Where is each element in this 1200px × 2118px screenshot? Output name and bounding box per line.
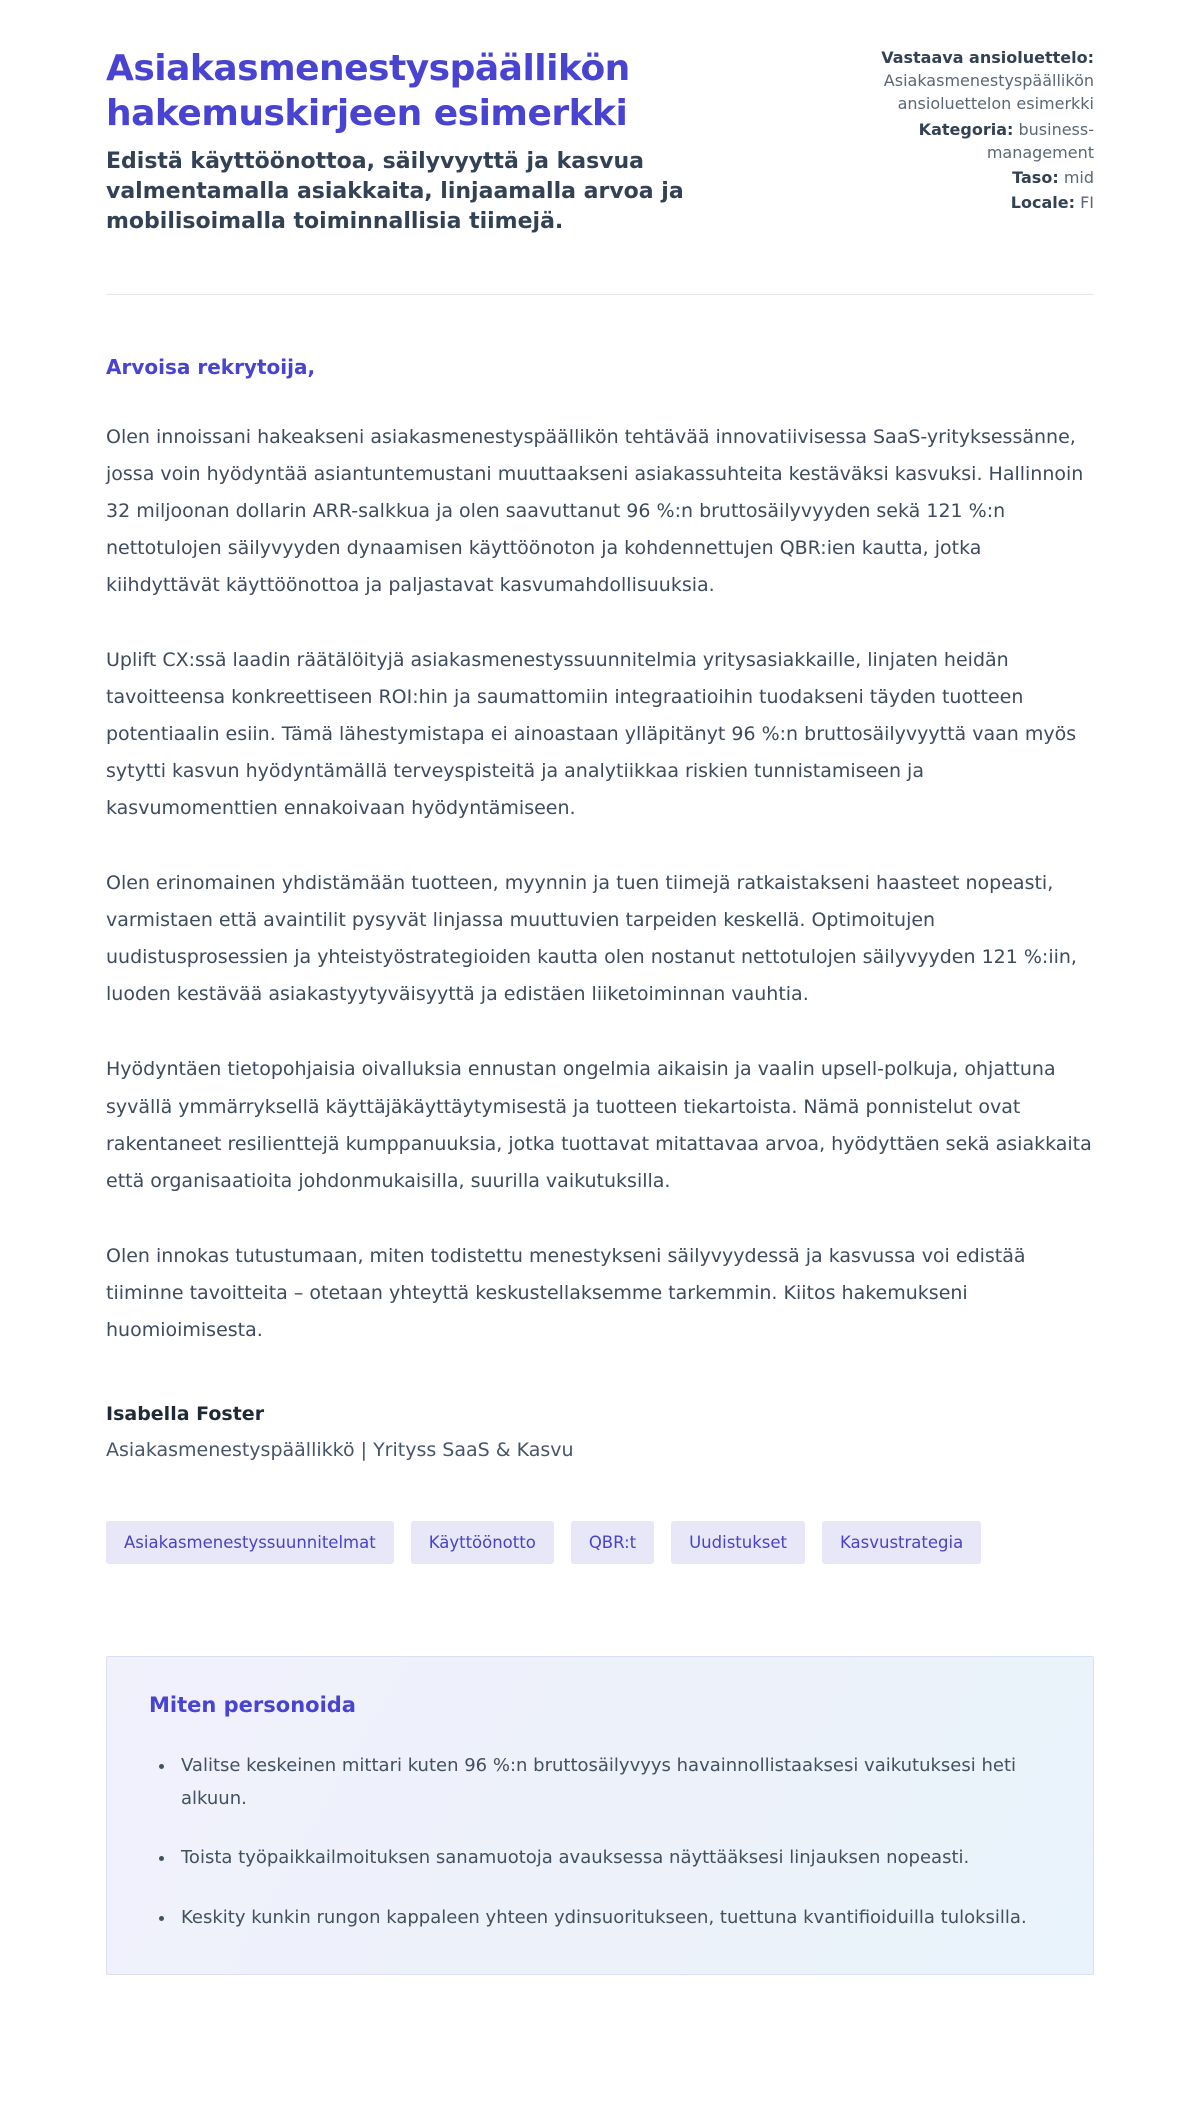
meta-locale-label: Locale: (1010, 193, 1075, 213)
header-left (106, 46, 726, 238)
meta-panel (832, 46, 1094, 216)
letter-paragraph: Uplift CX:ssä laadin räätälöityjä asiakasmenestyssuunnitelmia yritysasiakkaille, linjaten heidän tavoitteensa konkreettiseen ROI:hin ja saumattomiin integraatioihin tuodakseni täyden tuotteen potentiaalin esiin. Tämä lähestymistapa ei ainoastaan ylläpitänyt 96 %:n bruttosäilyvyyttä vaan myös sytytti kasvun hyödyntämällä terveyspisteitä ja analytiikkaa riskien tunnistamiseen ja kasvumomenttien ennakoivaan hyödyntämiseen. (106, 649, 1077, 820)
meta-locale (832, 191, 1094, 214)
page-subtitle: Edistä käyttöönottoa, säilyvyyttä ja kasvua valmentamalla asiakkaita, linjaamalla arvoa ja mobilisoimalla toiminnallisia tiimejä. (106, 148, 684, 235)
meta-category (832, 118, 1094, 164)
letter-body (106, 419, 1094, 1349)
letter-paragraph: Olen innokas tutustumaan, miten todistettu menestykseni säilyvyydessä ja kasvussa voi edistää tiiminne tavoitteita – otetaan yhteyttä keskustellaksemme tarkemmin. Kiitos hakemukseni huomioimisesta. (106, 1244, 1026, 1341)
page-header (106, 46, 1094, 238)
page-title: Asiakasmenestyspäällikön hakemuskirjeen esimerkki (106, 48, 630, 135)
signature-name: Isabella Foster (106, 1402, 265, 1425)
tag-chip[interactable]: QBR:t (571, 1521, 654, 1564)
letter-paragraph: Olen innoissani hakeakseni asiakasmenestyspäällikön tehtävää innovatiivisessa SaaS-yrityksessänne, jossa voin hyödyntää asiantuntemustani muuttaakseni asiakassuhteita kestäväksi kasvuksi. Hallinnoin 32 miljoonan dollarin ARR-salkkua ja olen saavuttanut 96 %:n bruttosäilyvyyden sekä 121 %:n nettotulojen säilyvyyden dynaamisen käyttöönoton ja kohdennettujen QBR:ien kautta, jotka kiihdyttävät käyttöönottoa ja paljastavat kasvumahdollisuuksia. (106, 425, 1084, 596)
tag-chip[interactable]: Uudistukset (671, 1521, 805, 1564)
page-container (106, 0, 1094, 1975)
meta-level-label: Taso: (1012, 167, 1059, 187)
meta-resume-value: Asiakasmenestyspäällikön ansioluettelon esimerkki (883, 71, 1094, 114)
tag-chip[interactable]: Kasvustrategia (822, 1521, 981, 1564)
tip-item: • Valitse keskeinen mittari kuten 96 %:n bruttosäilyvyys havainnollistaaksesi vaikutuksesi heti alkuun. (175, 1749, 1051, 1816)
meta-resume (832, 46, 1094, 116)
tip-item: • Toista työpaikkailmoituksen sanamuotoja avauksessa näyttääksesi linjauksen nopeasti. (175, 1841, 1051, 1874)
signature-role: Asiakasmenestyspäällikkö | Yrityss SaaS & Kasvu (106, 1438, 574, 1461)
tip-item: • Keskity kunkin rungon kappaleen yhteen ydinsuoritukseen, tuettuna kvantifioiduilla tuloksilla. (175, 1901, 1051, 1934)
meta-level (832, 166, 1094, 189)
tips-title: Miten personoida (149, 1692, 356, 1717)
personalization-tips-box (106, 1656, 1094, 1975)
meta-level-value: mid (1063, 167, 1094, 187)
header-divider (106, 294, 1094, 295)
meta-category-label: Kategoria: (918, 119, 1014, 139)
letter-greeting: Arvoisa rekrytoija, (106, 354, 316, 379)
signature-block (106, 1403, 1094, 1461)
letter-paragraph: Olen erinomainen yhdistämään tuotteen, myynnin ja tuen tiimejä ratkaistakseni haasteet nopeasti, varmistaen että avaintilit pysyvät linjassa muuttuvien tarpeiden keskellä. Optimoitujen uudistusprosessien ja yhteistyöstrategioiden kautta olen nostanut nettotulojen säilyvyyden 121 %:iin, luoden kestävää asiakastyytyväisyyttä ja edistäen liiketoiminnan vauhtia. (106, 872, 1077, 1006)
meta-locale-value: FI (1080, 193, 1094, 213)
tag-chip[interactable]: Asiakasmenestyssuunnitelmat (106, 1521, 394, 1564)
meta-category-value: business-management (986, 119, 1094, 162)
tag-chip[interactable]: Käyttöönotto (411, 1521, 554, 1564)
tips-list (149, 1749, 1051, 1934)
tag-list (106, 1521, 1094, 1564)
letter-paragraph: Hyödyntäen tietopohjaisia oivalluksia ennustan ongelmia aikaisin ja vaalin upsell-polkuja, ohjattuna syvällä ymmärryksellä käyttäjäkäyttäytymisestä ja tuotteen tiekartoista. Nämä ponnistelut ovat rakentaneet resilienttejä kumppanuuksia, jotka tuottavat mitattavaa arvoa, hyödyttäen sekä asiakkaita että organisaatioita johdonmukaisilla, suurilla vaikutuksilla. (106, 1058, 1092, 1192)
meta-resume-label: Vastaava ansioluettelo: (881, 48, 1094, 67)
